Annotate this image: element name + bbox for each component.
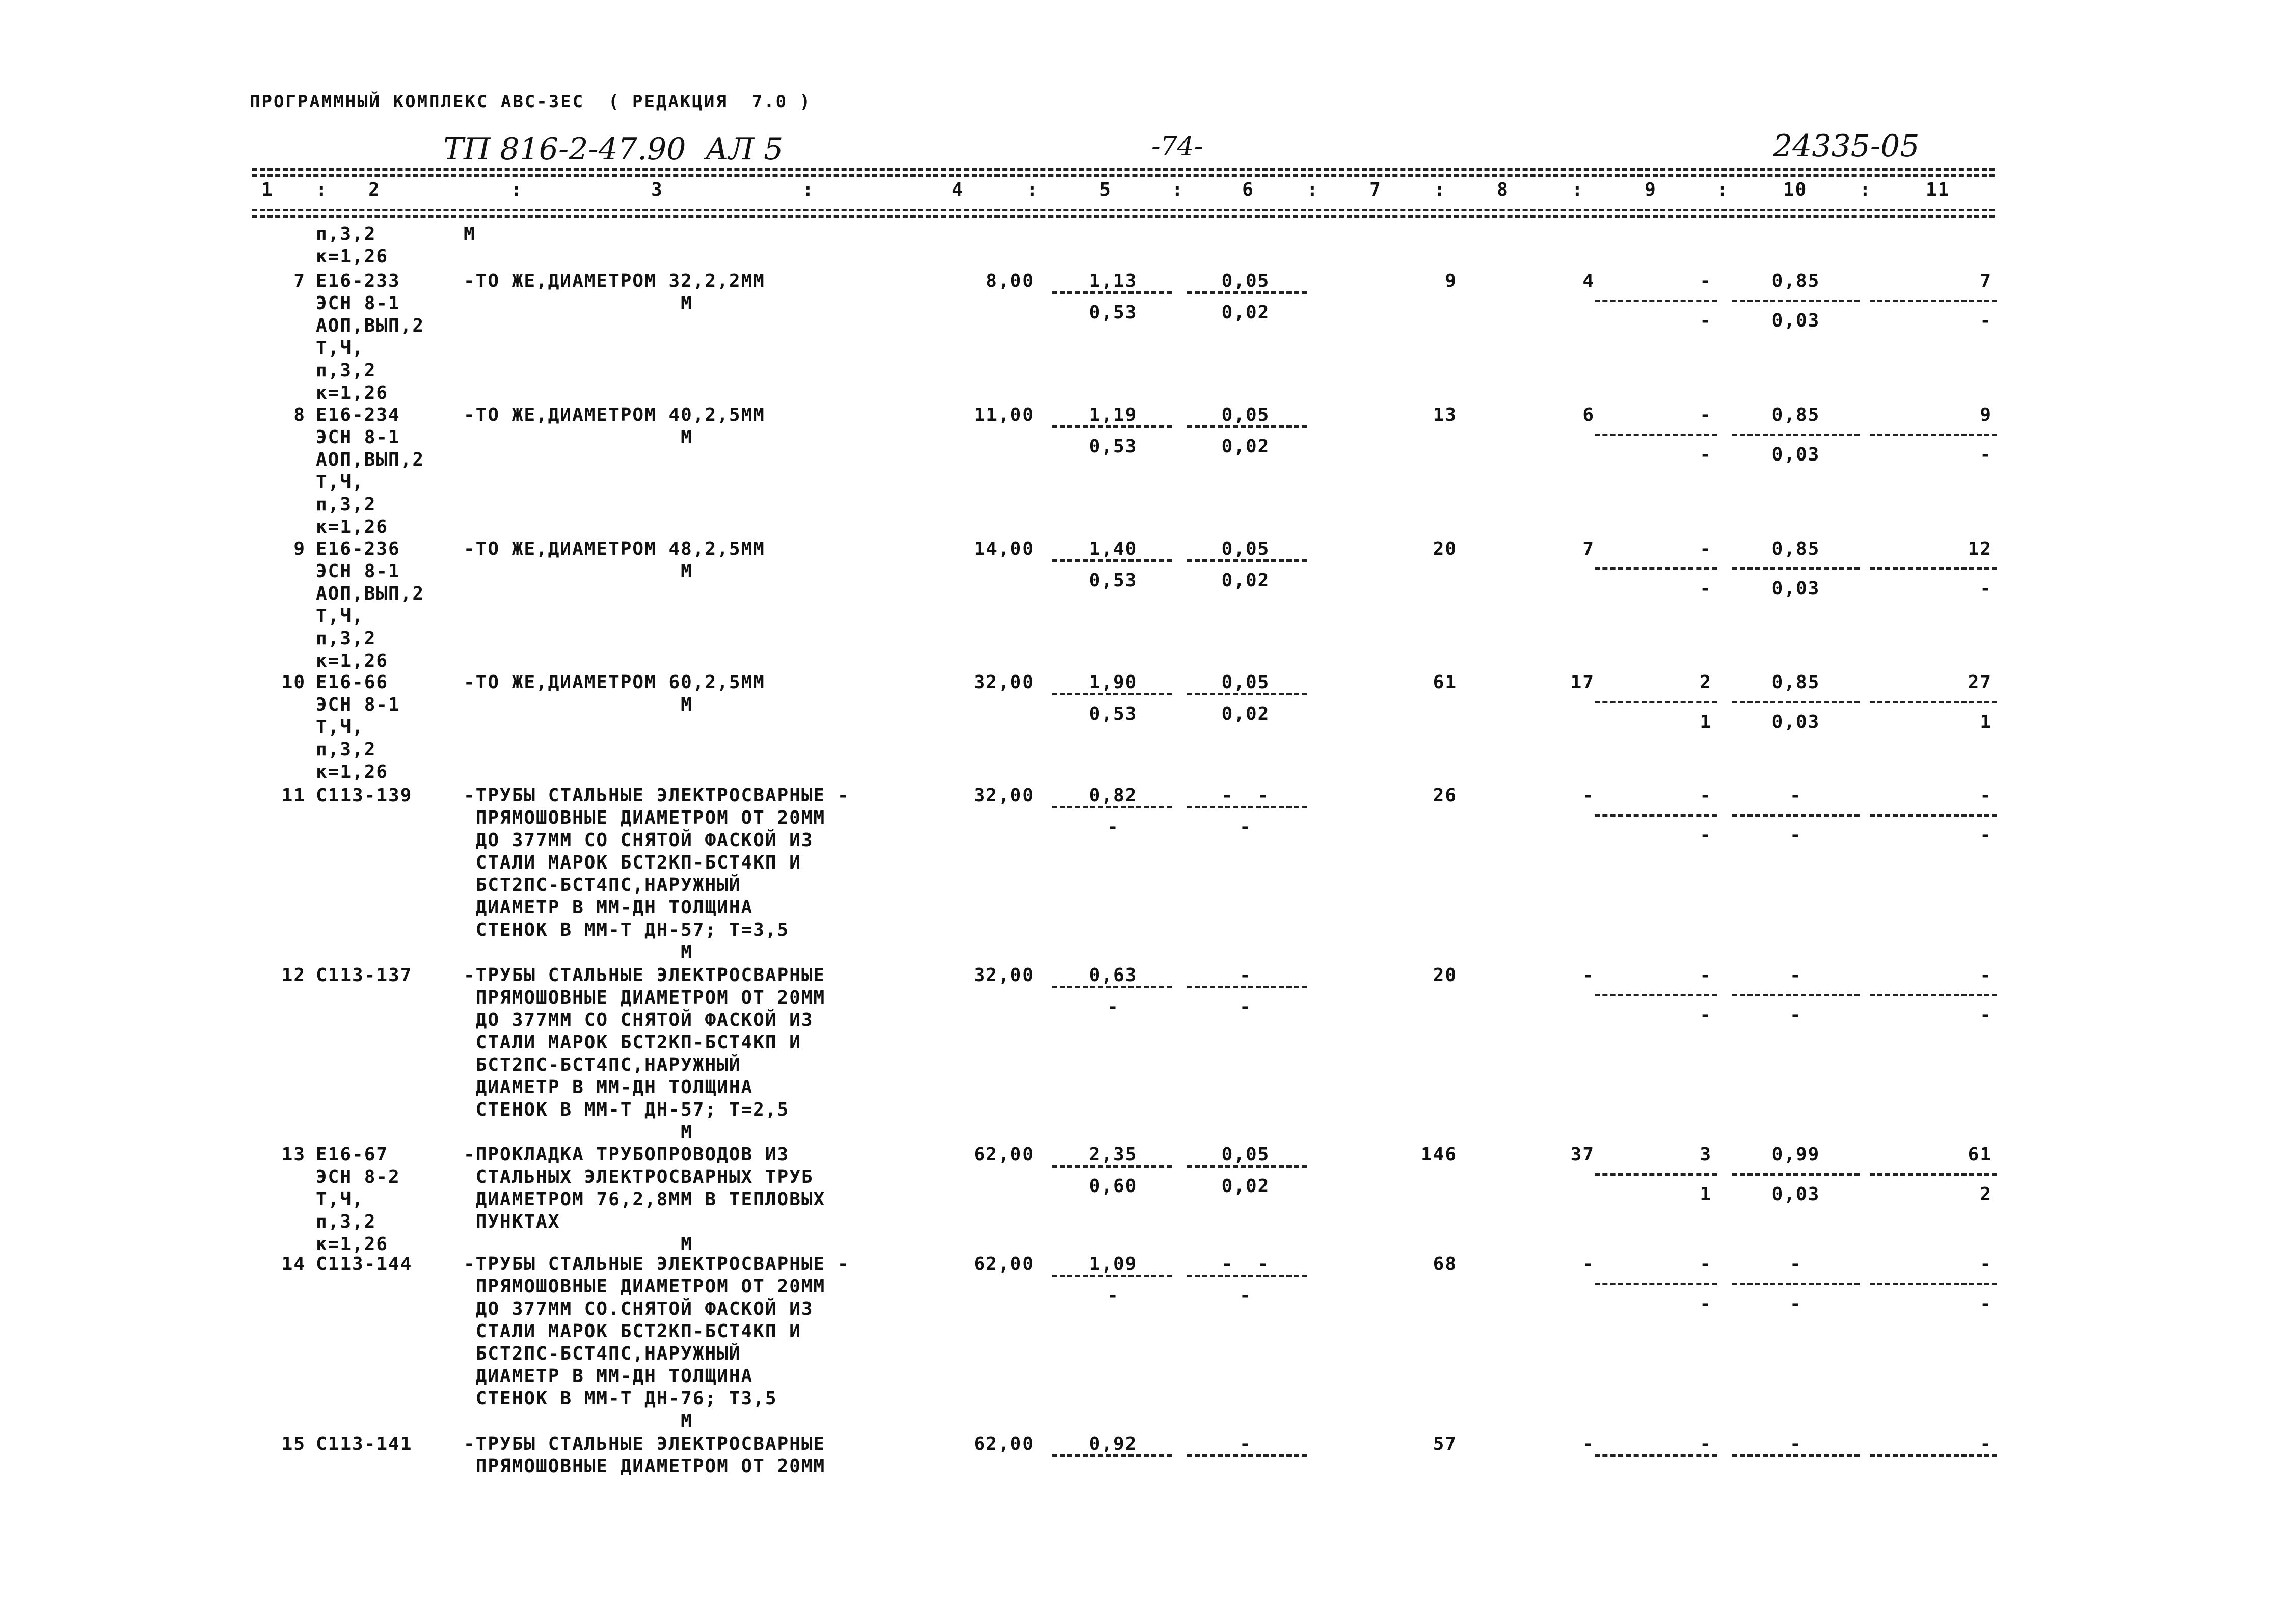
work-description: -ТО ЖЕ,ДИАМЕТРОМ 32,2,2ММ М: [464, 270, 765, 314]
col6-fraction-line: [1187, 1275, 1307, 1277]
row-number: 10: [281, 672, 306, 693]
estimate-code: С113-137: [316, 965, 413, 986]
col9-bottom: -: [1700, 444, 1712, 465]
col6-fraction-line: [1187, 806, 1307, 808]
col8-value: 7: [1582, 538, 1595, 559]
work-description: -ТО ЖЕ,ДИАМЕТРОМ 48,2,5ММ М: [464, 538, 765, 582]
column-number: 7: [1369, 179, 1382, 200]
quantity: 62,00: [974, 1433, 1034, 1454]
quantity: 62,00: [974, 1144, 1034, 1165]
col5-top: 0,82: [1089, 785, 1138, 806]
col11-bottom: 2: [1980, 1184, 1992, 1205]
col11-top: 61: [1968, 1144, 1992, 1165]
col5-bottom: -: [1107, 996, 1119, 1017]
col5-top: 1,19: [1089, 404, 1138, 425]
col11-bottom: -: [1980, 578, 1992, 599]
col9-bottom: -: [1700, 1293, 1712, 1314]
column-number: 10: [1783, 179, 1808, 200]
column-separator: :: [802, 179, 815, 200]
col11-fraction-line: [1870, 701, 1997, 703]
col5-top: 1,40: [1089, 538, 1138, 559]
col10-bottom: 0,03: [1771, 310, 1820, 331]
document-number: 24335-05: [1773, 128, 1920, 164]
col10-bottom: -: [1790, 1293, 1802, 1314]
column-number: 1: [261, 179, 274, 200]
col10-top: -: [1790, 965, 1802, 986]
row-number: 8: [293, 404, 306, 425]
col11-bottom: -: [1980, 825, 1992, 846]
row-number: 15: [281, 1433, 306, 1454]
col5-fraction-line: [1052, 693, 1172, 695]
col8-value: -: [1582, 965, 1595, 986]
column-separator: :: [1434, 179, 1446, 200]
estimate-code: Е16-233 ЭСН 8-1 АОП,ВЫП,2 Т,Ч, п,3,2 к=1,26: [316, 270, 425, 403]
col11-fraction-line: [1870, 434, 1997, 436]
col11-fraction-line: [1870, 1454, 1997, 1457]
col11-bottom: -: [1980, 310, 1992, 331]
col7-value: 20: [1433, 965, 1457, 986]
col9-fraction-line: [1595, 994, 1717, 996]
col10-fraction-line: [1732, 701, 1860, 703]
col8-value: 6: [1582, 404, 1595, 425]
col9-fraction-line: [1595, 567, 1717, 570]
col5-fraction-line: [1052, 806, 1172, 808]
col9-fraction-line: [1595, 434, 1717, 436]
col11-top: 9: [1980, 404, 1992, 425]
column-number: 8: [1497, 179, 1509, 200]
col7-value: 20: [1433, 538, 1457, 559]
col10-fraction-line: [1732, 1173, 1860, 1176]
quantity: 32,00: [974, 965, 1034, 986]
work-description: -ТО ЖЕ,ДИАМЕТРОМ 40,2,5ММ М: [464, 404, 765, 448]
col6-bottom: -: [1240, 817, 1252, 837]
column-number: 11: [1926, 179, 1950, 200]
col11-top: 27: [1968, 672, 1992, 693]
col6-bottom: -: [1240, 996, 1252, 1017]
col11-bottom: -: [1980, 1005, 1992, 1025]
estimate-code: Е16-66 ЭСН 8-1 Т,Ч, п,3,2 к=1,26: [316, 672, 400, 782]
row-number: 11: [281, 785, 306, 806]
col9-top: -: [1700, 538, 1712, 559]
row-number: 13: [281, 1144, 306, 1165]
col10-fraction-line: [1732, 300, 1860, 302]
col10-top: 0,85: [1771, 672, 1820, 693]
col9-top: -: [1700, 404, 1712, 425]
col9-bottom: -: [1700, 310, 1712, 331]
col6-top: 0,05: [1221, 672, 1270, 693]
col9-fraction-line: [1595, 1173, 1717, 1176]
col10-bottom: -: [1790, 825, 1802, 846]
col11-fraction-line: [1870, 567, 1997, 570]
quantity: 62,00: [974, 1254, 1034, 1275]
col11-fraction-line: [1870, 300, 1997, 302]
work-description: -ПРОКЛАДКА ТРУБОПРОВОДОВ ИЗ СТАЛЬНЫХ ЭЛЕКТРОСВАРНЫХ ТРУБ ДИАМЕТРОМ 76,2,8ММ В ТЕПЛОВЫХ ПУНКТАХ М: [464, 1144, 826, 1255]
col11-fraction-line: [1870, 1283, 1997, 1285]
col11-top: -: [1980, 785, 1992, 806]
row-number: 9: [293, 538, 306, 559]
col6-top: - -: [1221, 1254, 1270, 1275]
col5-top: 0,92: [1089, 1433, 1138, 1454]
row-number: 14: [281, 1254, 306, 1275]
quantity: 8,00: [986, 270, 1034, 291]
col10-top: 0,85: [1771, 538, 1820, 559]
col8-value: -: [1582, 785, 1595, 806]
col5-fraction-line: [1052, 986, 1172, 988]
col8-value: 4: [1582, 270, 1595, 291]
col6-top: -: [1240, 1433, 1252, 1454]
col10-top: 0,99: [1771, 1144, 1820, 1165]
col9-top: -: [1700, 785, 1712, 806]
work-description: -ТРУБЫ СТАЛЬНЫЕ ЭЛЕКТРОСВАРНЫЕ ПРЯМОШОВНЫЕ ДИАМЕТРОМ ОТ 20ММ ДО 377ММ СО СНЯТОЙ ФАСКОЙ ИЗ СТАЛИ МАРОК БСТ2КП-БСТ4КП И БСТ2ПС-БСТ4ПС,НАРУЖНЫЙ ДИАМЕТР В ММ-ДН ТОЛЩИНА СТЕНОК В ММ-Т ДН-57; Т=2,5 М: [464, 965, 826, 1143]
col6-fraction-line: [1187, 291, 1307, 294]
col5-fraction-line: [1052, 1275, 1172, 1277]
col10-top: 0,85: [1771, 404, 1820, 425]
column-number: 2: [368, 179, 381, 200]
header-bottom-rule-2: [252, 215, 1995, 218]
col11-bottom: 1: [1980, 712, 1992, 733]
row-number: 7: [293, 270, 306, 291]
col5-bottom: 0,53: [1089, 436, 1138, 457]
col5-bottom: 0,60: [1089, 1176, 1138, 1197]
col9-top: -: [1700, 965, 1712, 986]
program-title: ПРОГРАММНЫЙ КОМПЛЕКС АВС-3ЕС ( РЕДАКЦИЯ 7.0 ): [250, 92, 812, 112]
row-number: 12: [281, 965, 306, 986]
col6-top: -: [1240, 965, 1252, 986]
work-description: -ТРУБЫ СТАЛЬНЫЕ ЭЛЕКТРОСВАРНЫЕ ПРЯМОШОВНЫЕ ДИАМЕТРОМ ОТ 20ММ: [464, 1433, 826, 1477]
col7-value: 61: [1433, 672, 1457, 693]
quantity: 11,00: [974, 404, 1034, 425]
work-description: М: [464, 224, 476, 245]
col10-top: -: [1790, 785, 1802, 806]
col6-bottom: 0,02: [1221, 703, 1270, 724]
col11-fraction-line: [1870, 814, 1997, 817]
col9-top: 3: [1700, 1144, 1712, 1165]
col6-fraction-line: [1187, 425, 1307, 428]
col6-fraction-line: [1187, 986, 1307, 988]
col7-value: 68: [1433, 1254, 1457, 1275]
col5-fraction-line: [1052, 291, 1172, 294]
quantity: 14,00: [974, 538, 1034, 559]
col10-top: -: [1790, 1433, 1802, 1454]
col11-top: -: [1980, 965, 1992, 986]
col6-top: 0,05: [1221, 1144, 1270, 1165]
col9-bottom: -: [1700, 825, 1712, 846]
col5-fraction-line: [1052, 559, 1172, 562]
header-top-rule-2: [252, 174, 1995, 177]
col10-top: 0,85: [1771, 270, 1820, 291]
col6-top: 0,05: [1221, 404, 1270, 425]
col5-bottom: -: [1107, 817, 1119, 837]
col10-bottom: 0,03: [1771, 578, 1820, 599]
col5-top: 0,63: [1089, 965, 1138, 986]
col11-top: 7: [1980, 270, 1992, 291]
estimate-code: п,3,2 к=1,26: [316, 224, 389, 267]
work-description: -ТРУБЫ СТАЛЬНЫЕ ЭЛЕКТРОСВАРНЫЕ - ПРЯМОШОВНЫЕ ДИАМЕТРОМ ОТ 20ММ ДО 377ММ СО СНЯТОЙ ФАСКОЙ ИЗ СТАЛИ МАРОК БСТ2КП-БСТ4КП И БСТ2ПС-БСТ4ПС,НАРУЖНЫЙ ДИАМЕТР В ММ-ДН ТОЛЩИНА СТЕНОК В ММ-Т ДН-57; Т=3,5 М: [464, 785, 850, 963]
col6-bottom: 0,02: [1221, 436, 1270, 457]
col5-fraction-line: [1052, 1165, 1172, 1168]
col7-value: 146: [1420, 1144, 1457, 1165]
estimate-code: С113-144: [316, 1254, 413, 1275]
column-separator: :: [1572, 179, 1584, 200]
col5-top: 1,13: [1089, 270, 1138, 291]
col6-fraction-line: [1187, 559, 1307, 562]
col5-bottom: -: [1107, 1285, 1119, 1306]
col5-fraction-line: [1052, 425, 1172, 428]
estimate-code: С113-141: [316, 1433, 413, 1454]
col9-fraction-line: [1595, 1283, 1717, 1285]
work-description: -ТРУБЫ СТАЛЬНЫЕ ЭЛЕКТРОСВАРНЫЕ - ПРЯМОШОВНЫЕ ДИАМЕТРОМ ОТ 20ММ ДО 377ММ СО.СНЯТОЙ ФАСКОЙ ИЗ СТАЛИ МАРОК БСТ2КП-БСТ4КП И БСТ2ПС-БСТ4ПС,НАРУЖНЫЙ ДИАМЕТР В ММ-ДН ТОЛЩИНА СТЕНОК В ММ-Т ДН-76; Т3,5 М: [464, 1254, 850, 1431]
col11-fraction-line: [1870, 994, 1997, 996]
col10-top: -: [1790, 1254, 1802, 1275]
estimate-code: Е16-236 ЭСН 8-1 АОП,ВЫП,2 Т,Ч, п,3,2 к=1,26: [316, 538, 425, 671]
col6-bottom: 0,02: [1221, 1176, 1270, 1197]
col10-bottom: 0,03: [1771, 1184, 1820, 1205]
col9-fraction-line: [1595, 300, 1717, 302]
col8-value: 37: [1570, 1144, 1595, 1165]
column-separator: :: [1717, 179, 1729, 200]
header-top-rule: [252, 168, 1995, 171]
col10-fraction-line: [1732, 1283, 1860, 1285]
column-number: 9: [1645, 179, 1657, 200]
col11-top: -: [1980, 1433, 1992, 1454]
column-number: 6: [1242, 179, 1254, 200]
col9-fraction-line: [1595, 1454, 1717, 1457]
col8-value: -: [1582, 1433, 1595, 1454]
column-separator: :: [316, 179, 328, 200]
col9-bottom: -: [1700, 578, 1712, 599]
col9-top: 2: [1700, 672, 1712, 693]
estimate-code: Е16-234 ЭСН 8-1 АОП,ВЫП,2 Т,Ч, п,3,2 к=1,26: [316, 404, 425, 537]
col9-bottom: 1: [1700, 712, 1712, 733]
col5-bottom: 0,53: [1089, 703, 1138, 724]
col6-top: 0,05: [1221, 270, 1270, 291]
col6-bottom: 0,02: [1221, 570, 1270, 591]
col10-fraction-line: [1732, 434, 1860, 436]
column-separator: :: [1172, 179, 1184, 200]
col9-fraction-line: [1595, 701, 1717, 703]
col10-bottom: 0,03: [1771, 712, 1820, 733]
col9-top: -: [1700, 1433, 1712, 1454]
quantity: 32,00: [974, 672, 1034, 693]
col5-top: 1,90: [1089, 672, 1138, 693]
col7-value: 57: [1433, 1433, 1457, 1454]
quantity: 32,00: [974, 785, 1034, 806]
col8-value: -: [1582, 1254, 1595, 1275]
col11-fraction-line: [1870, 1173, 1997, 1176]
col6-fraction-line: [1187, 1165, 1307, 1168]
work-description: -ТО ЖЕ,ДИАМЕТРОМ 60,2,5ММ М: [464, 672, 765, 715]
col10-bottom: 0,03: [1771, 444, 1820, 465]
col6-bottom: 0,02: [1221, 302, 1270, 323]
col7-value: 26: [1433, 785, 1457, 806]
col5-top: 2,35: [1089, 1144, 1138, 1165]
col8-value: 17: [1570, 672, 1595, 693]
col10-bottom: -: [1790, 1005, 1802, 1025]
column-separator: :: [1860, 179, 1872, 200]
col6-bottom: -: [1240, 1285, 1252, 1306]
document-code: ТП 816-2-47.90 АЛ 5: [443, 131, 784, 167]
column-number: 5: [1099, 179, 1112, 200]
col10-fraction-line: [1732, 1454, 1860, 1457]
col7-value: 9: [1445, 270, 1457, 291]
col6-top: 0,05: [1221, 538, 1270, 559]
column-separator: :: [510, 179, 523, 200]
col5-bottom: 0,53: [1089, 302, 1138, 323]
estimate-code: С113-139: [316, 785, 413, 806]
column-number: 3: [651, 179, 663, 200]
column-number: 4: [952, 179, 964, 200]
col9-top: -: [1700, 270, 1712, 291]
col11-top: -: [1980, 1254, 1992, 1275]
page-number: -74-: [1151, 131, 1203, 162]
col9-fraction-line: [1595, 814, 1717, 817]
column-separator: :: [1027, 179, 1039, 200]
col10-fraction-line: [1732, 994, 1860, 996]
col5-bottom: 0,53: [1089, 570, 1138, 591]
col10-fraction-line: [1732, 567, 1860, 570]
col9-bottom: -: [1700, 1005, 1712, 1025]
col5-top: 1,09: [1089, 1254, 1138, 1275]
col6-fraction-line: [1187, 693, 1307, 695]
header-bottom-rule: [252, 209, 1995, 211]
col11-bottom: -: [1980, 444, 1992, 465]
col6-top: - -: [1221, 785, 1270, 806]
col5-fraction-line: [1052, 1454, 1172, 1457]
col11-top: 12: [1968, 538, 1992, 559]
column-separator: :: [1307, 179, 1319, 200]
col11-bottom: -: [1980, 1293, 1992, 1314]
col6-fraction-line: [1187, 1454, 1307, 1457]
col9-bottom: 1: [1700, 1184, 1712, 1205]
col7-value: 13: [1433, 404, 1457, 425]
col9-top: -: [1700, 1254, 1712, 1275]
estimate-code: Е16-67 ЭСН 8-2 Т,Ч, п,3,2 к=1,26: [316, 1144, 400, 1255]
col10-fraction-line: [1732, 814, 1860, 817]
